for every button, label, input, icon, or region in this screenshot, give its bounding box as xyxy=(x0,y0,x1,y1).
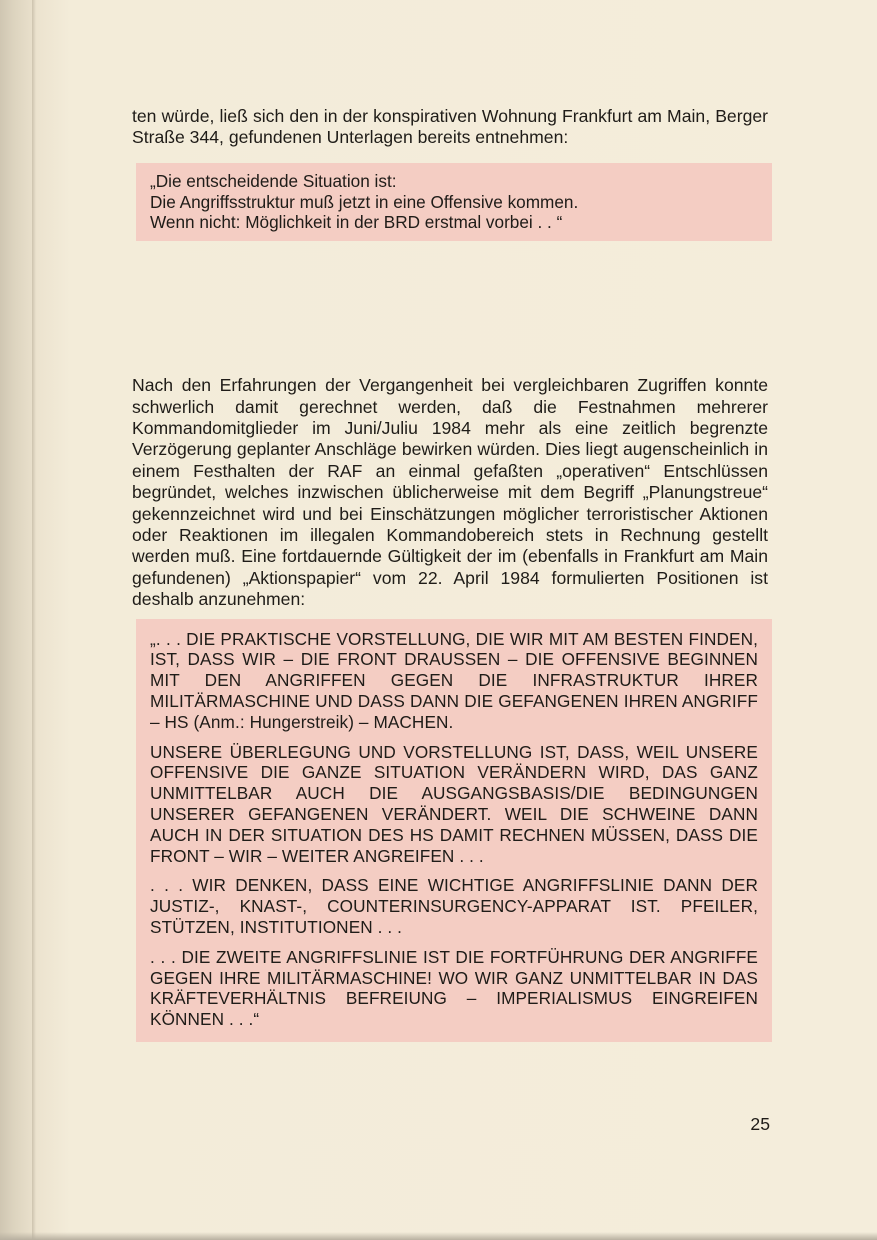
quote-box-aktionspapier xyxy=(136,619,772,1042)
paragraph-intro: ten würde, ließ sich den in der konspirativen Wohnung Frankfurt am Main, Berger Straße 344, gefundenen Unterlagen bereits entnehmen: xyxy=(132,106,768,148)
blank-space xyxy=(132,241,768,375)
page-number: 25 xyxy=(750,1114,770,1134)
page-content xyxy=(132,106,768,1042)
quote-paragraph: UNSERE ÜBERLEGUNG UND VORSTELLUNG IST, DASS, WEIL UNSERE OFFENSIVE DIE GANZE SITUATION VERÄNDERN WIRD, DAS GANZ UNMITTELBAR AUCH DIE AUSGANGSBASIS/DIE BEDINGUNGEN UNSERER GEFANGENEN VERÄNDERT. WEIL DIE SCHWEINE DANN AUCH IN DER SITUATION DES HS DAMIT RECHNEN MÜSSEN, DASS DIE FRONT – WIR – WEITER ANGREIFEN . . . xyxy=(150,741,758,866)
quote-paragraph: . . . DIE ZWEITE ANGRIFFSLINIE IST DIE FORTFÜHRUNG DER ANGRIFFE GEGEN IHRE MILITÄRMASCHINE! WO WIR GANZ UNMITTELBAR IN DAS KRÄFTEVERHÄLTNIS BEFREIUNG – IMPERIALISMUS EINGREIFEN KÖNNEN . . .“ xyxy=(150,946,758,1030)
quote-line: Wenn nicht: Möglichkeit in der BRD erstmal vorbei . . “ xyxy=(150,212,563,233)
quote-line: „Die entscheidende Situation ist: xyxy=(150,170,397,191)
page-bottom-edge xyxy=(0,1232,877,1240)
quote-paragraph: „. . . DIE PRAKTISCHE VORSTELLUNG, DIE WIR MIT AM BESTEN FINDEN, IST, DASS WIR – DIE FRONT DRAUSSEN – DIE OFFENSIVE BEGINNEN MIT DEN ANGRIFFEN GEGEN DIE INFRASTRUKTUR IHRER MILITÄRMASCHINE UND DASS DANN DIE GEFANGENEN IHREN ANGRIFF – HS (Anm.: Hungerstreik) – MACHEN. xyxy=(150,628,758,732)
quote-paragraph: . . . WIR DENKEN, DASS EINE WICHTIGE ANGRIFFSLINIE DANN DER JUSTIZ-, KNAST-, COUNTERINSURGENCY-APPARAT IST. PFEILER, STÜTZEN, INSTITUTIONEN . . . xyxy=(150,875,758,938)
book-spine-shadow xyxy=(32,0,36,1240)
quote-box-situation xyxy=(136,163,772,241)
paragraph-main: Nach den Erfahrungen der Vergangenheit bei vergleichbaren Zugriffen konnte schwerlich damit gerechnet werden, daß die Festnahmen mehrerer Kommandomitglieder im Juni/Juliu 1984 mehr als eine zeitlich begrenzte Verzögerung geplanter Anschläge bewirken würden. Dies liegt augenscheinlich in einem Festhalten der RAF an einmal gefaßten „operativen“ Entschlüssen begründet, welches inzwischen üblicherweise mit dem Begriff „Planungstreue“ gekennzeichnet wird und bei Einschätzungen möglicher terroristischer Aktionen oder Reaktionen im illegalen Kommandobereich stets in Rechnung gestellt werden muß. Eine fortdauernde Gültigkeit der im (ebenfalls in Frankfurt am Main gefundenen) „Aktionspapier“ vom 22. April 1984 formulierten Positionen ist deshalb anzunehmen: xyxy=(132,375,768,610)
quote-line: Die Angriffsstruktur muß jetzt in eine Offensive kommen. xyxy=(150,191,579,212)
